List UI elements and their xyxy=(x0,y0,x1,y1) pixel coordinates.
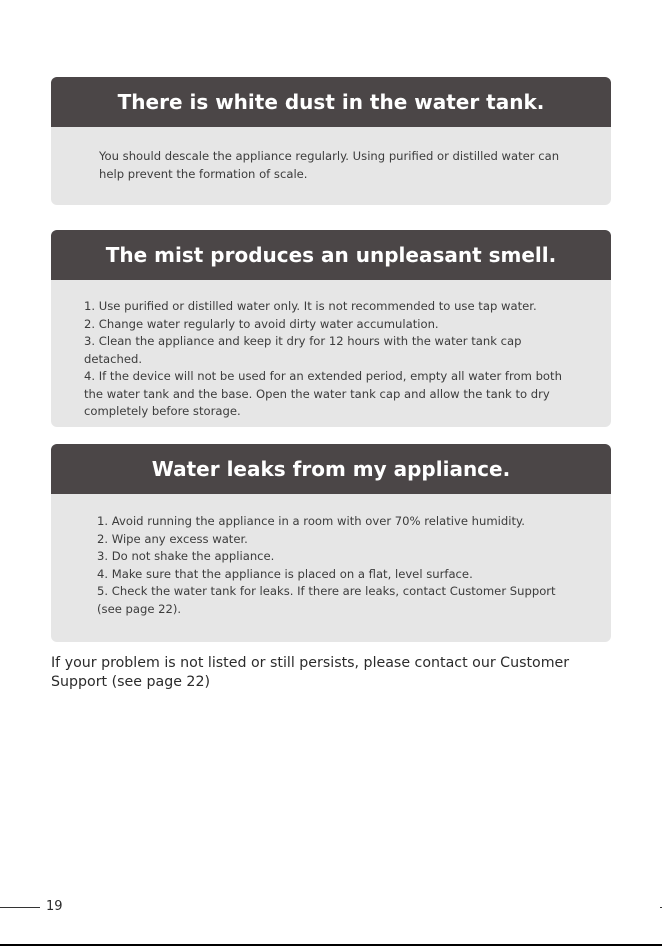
list-item: 1. Use purified or distilled water only. It is not recommended to use tap water. xyxy=(84,299,537,313)
section-body xyxy=(51,494,611,618)
body-line: help prevent the formation of scale. xyxy=(99,166,308,181)
list-item: the water tank and the base. Open the water tank cap and allow the tank to dry xyxy=(84,386,550,401)
support-note xyxy=(51,654,611,691)
list-item: 1. Avoid running the appliance in a room with over 70% relative humidity. xyxy=(97,514,525,528)
section-water-leaks xyxy=(51,444,611,642)
section-white-dust xyxy=(51,77,611,205)
section-body xyxy=(51,127,611,183)
list-item: 3. Clean the appliance and keep it dry for 12 hours with the water tank cap detached. xyxy=(84,334,522,366)
section-title: There is white dust in the water tank. xyxy=(51,77,611,127)
section-title: The mist produces an unpleasant smell. xyxy=(51,230,611,280)
page-number-rule xyxy=(0,907,40,908)
list-item: 3. Do not shake the appliance. xyxy=(97,549,275,563)
list-item: completely before storage. xyxy=(84,404,241,418)
section-unpleasant-smell xyxy=(51,230,611,427)
page-number: 19 xyxy=(46,899,63,914)
section-title: Water leaks from my appliance. xyxy=(51,444,611,494)
list-item: 4. Make sure that the appliance is placed on a flat, level surface. xyxy=(97,566,473,581)
list-item: 5. Check the water tank for leaks. If there are leaks, contact Customer Support xyxy=(97,584,556,598)
section-body xyxy=(51,280,611,421)
list-item: 2. Change water regularly to avoid dirty water accumulation. xyxy=(84,316,439,331)
list-item: (see page 22). xyxy=(97,601,182,616)
support-note-line: If your problem is not listed or still persists, please contact our Customer xyxy=(51,655,570,671)
list-item: 4. If the device will not be used for an extended period, empty all water from both xyxy=(84,369,562,383)
list-item: 2. Wipe any excess water. xyxy=(97,531,248,546)
support-note-line: Support (see page 22) xyxy=(51,673,211,690)
body-line: You should descale the appliance regularly. Using purified or distilled water can xyxy=(99,149,560,163)
